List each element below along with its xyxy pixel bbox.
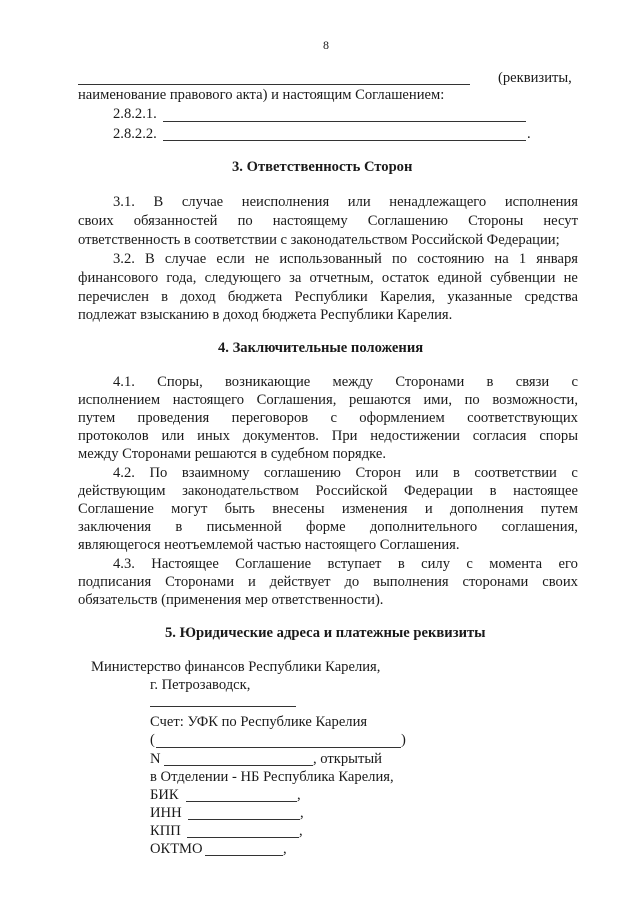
word: действует — [269, 574, 331, 590]
word: года, — [166, 270, 197, 286]
word: заключения — [78, 519, 152, 535]
word: следующего — [204, 270, 281, 286]
word: Федерации — [404, 483, 473, 499]
word: января — [536, 251, 578, 267]
word: Сторонами — [165, 574, 235, 590]
word: быть — [224, 501, 255, 517]
blank-line — [163, 121, 526, 122]
text-line — [113, 465, 578, 482]
word: выполнения — [373, 574, 449, 590]
word: за — [289, 270, 302, 286]
word: или — [415, 465, 439, 481]
text-line — [78, 501, 578, 518]
word: иных — [197, 428, 230, 444]
word: в — [486, 374, 494, 390]
blank-line — [205, 855, 283, 856]
word: обязанностей — [133, 213, 218, 229]
inn-label: ИНН — [150, 805, 182, 821]
word: доход — [180, 289, 216, 305]
word: средства — [524, 289, 578, 305]
word: Соглашению — [367, 213, 449, 229]
word: При — [331, 428, 358, 444]
word: 4.1. — [113, 374, 135, 390]
word: состоянию — [417, 251, 485, 267]
blank-line — [78, 84, 470, 85]
text-line — [113, 251, 578, 268]
word: Республики — [294, 289, 368, 305]
word: момента — [489, 556, 543, 572]
blank-line — [164, 765, 313, 766]
clause-2-8-2-1: 2.8.2.1. — [113, 106, 157, 122]
word: письменной — [206, 519, 282, 535]
text-line: являющегося неотъемлемой частью настоящего Соглашения. — [78, 537, 460, 553]
word: путем — [78, 410, 116, 426]
word: 1 — [518, 251, 527, 267]
comma: , — [300, 805, 304, 821]
comma: , — [299, 823, 303, 839]
word: недостижении — [370, 428, 460, 444]
word: могут — [171, 501, 208, 517]
text-line — [113, 374, 578, 391]
section-4-title: 4. Заключительные положения — [218, 340, 424, 356]
text-line — [78, 392, 578, 409]
blank-line — [156, 747, 401, 748]
word: финансового — [78, 270, 159, 286]
word: и — [247, 574, 256, 590]
word: своих — [542, 574, 578, 590]
word: изменения — [341, 501, 408, 517]
account-text: Счет: УФК по Республике Карелия — [150, 714, 368, 730]
word: остаток — [381, 270, 430, 286]
word: отчетным, — [309, 270, 374, 286]
word: 4.2. — [113, 465, 135, 481]
word: своих — [78, 213, 114, 229]
word: Стороны — [468, 213, 524, 229]
word: случае — [164, 251, 207, 267]
word: проведения — [137, 410, 210, 426]
word: настоящему — [272, 213, 348, 229]
word: силу — [421, 556, 451, 572]
text-line — [78, 213, 578, 230]
word: оформлением — [359, 410, 445, 426]
word: споры — [539, 428, 578, 444]
word: соответствии — [474, 465, 557, 481]
paren-close: ) — [401, 732, 406, 748]
word: соглашения, — [501, 519, 578, 535]
word: действующим — [78, 483, 166, 499]
page-number: 8 — [323, 38, 329, 52]
word: переговоров — [231, 410, 309, 426]
text-line: между Сторонами решаются в судебном порядке. — [78, 446, 386, 462]
word: ими, — [423, 392, 453, 408]
section-3-title: 3. Ответственность Сторон — [232, 159, 413, 175]
kpp-label: КПП — [150, 823, 181, 839]
word: путем — [540, 501, 578, 517]
word: внесены — [272, 501, 325, 517]
section-5-title: 5. Юридические адреса и платежные реквизиты — [165, 625, 486, 641]
word: настоящего — [172, 392, 245, 408]
text-line — [113, 556, 578, 573]
text-line: подлежат взысканию в доход бюджета Республики Карелия. — [78, 307, 453, 323]
word: сторонами — [462, 574, 529, 590]
word: с — [571, 465, 578, 481]
word: В — [153, 194, 164, 210]
word: документов. — [242, 428, 319, 444]
text-line — [78, 519, 578, 536]
ministry-name: Министерство финансов Республики Карелия, — [91, 659, 381, 675]
text-line: ответственность в соответствии с законодательством Российской Федерации; — [78, 232, 560, 248]
word: настоящее — [513, 483, 578, 499]
text-line — [78, 574, 578, 591]
word: взаимному — [181, 465, 250, 481]
word: вступает — [327, 556, 382, 572]
word: дополнения — [449, 501, 524, 517]
word: единой — [437, 270, 482, 286]
word: по — [464, 392, 480, 408]
blank-line — [188, 819, 300, 820]
opened-text: , открытый — [313, 751, 382, 767]
word: в — [175, 519, 183, 535]
word: Споры, — [157, 374, 203, 390]
word: исполнения — [504, 194, 578, 210]
blank-line — [186, 801, 297, 802]
word: По — [149, 465, 168, 481]
oktmo-label: ОКТМО — [150, 841, 203, 857]
word: субвенции — [490, 270, 556, 286]
word: по — [237, 213, 253, 229]
word: в — [397, 556, 405, 572]
word: указанные — [447, 289, 513, 305]
text-line — [78, 270, 578, 287]
word: Сторонами — [395, 374, 465, 390]
comma: , — [297, 787, 301, 803]
word: в — [489, 483, 497, 499]
word: связи — [515, 374, 550, 390]
word: законодательством — [182, 483, 299, 499]
text-line — [113, 194, 578, 211]
word: протоколов — [78, 428, 149, 444]
legal-act-text: наименование правового акта) и настоящим Соглашением: — [78, 87, 445, 103]
n-label: N — [150, 751, 161, 767]
word: или — [347, 194, 371, 210]
word: бюджета — [227, 289, 283, 305]
word: ненадлежащего — [389, 194, 487, 210]
word: с — [330, 410, 337, 426]
clause-2-8-2-2-end: . — [527, 126, 531, 142]
word: с — [571, 374, 578, 390]
word: дополнительного — [369, 519, 478, 535]
word: Соглашение — [78, 501, 154, 517]
word: решаются — [348, 392, 411, 408]
word: по — [391, 251, 408, 267]
word: Сторон — [355, 465, 401, 481]
word: его — [558, 556, 578, 572]
word: Настоящее — [151, 556, 219, 572]
word: форме — [306, 519, 346, 535]
bank-text: в Отделении - НБ Республика Карелия, — [150, 769, 394, 785]
word: Карелия, — [379, 289, 436, 305]
blank-line — [163, 140, 526, 141]
word: Российской — [315, 483, 388, 499]
word: подписания — [78, 574, 152, 590]
word: возможности, — [492, 392, 578, 408]
word: до — [344, 574, 360, 590]
word: несут — [543, 213, 578, 229]
clause-2-8-2-2: 2.8.2.2. — [113, 126, 157, 142]
city-name: г. Петрозаводск, — [150, 677, 251, 693]
word: случае — [181, 194, 224, 210]
word: исполнением — [78, 392, 161, 408]
word: с — [466, 556, 473, 572]
word: на — [494, 251, 509, 267]
text-line — [78, 483, 578, 500]
blank-line — [187, 837, 299, 838]
word: 3.2. — [113, 251, 135, 267]
word: и — [424, 501, 433, 517]
word: не — [563, 270, 578, 286]
text-line — [78, 289, 578, 306]
word: перечислен — [78, 289, 149, 305]
word: неисполнения — [241, 194, 330, 210]
text-line: обязательств (применения мер ответственности). — [78, 592, 384, 608]
word: 4.3. — [113, 556, 135, 572]
blank-line — [150, 706, 296, 707]
word: согласия — [472, 428, 527, 444]
word: в — [161, 289, 169, 305]
word: между — [332, 374, 374, 390]
bik-label: БИК — [150, 787, 179, 803]
word: соответствующих — [467, 410, 578, 426]
comma: , — [283, 841, 287, 857]
word: Соглашение — [235, 556, 312, 572]
word: возникающие — [225, 374, 311, 390]
word: В — [145, 251, 155, 267]
text-line — [78, 410, 578, 427]
word: Соглашения, — [256, 392, 337, 408]
word: в — [452, 465, 460, 481]
rekvizity-text: (реквизиты, — [498, 70, 572, 86]
word: использованный — [279, 251, 382, 267]
word: если — [216, 251, 245, 267]
word: не — [254, 251, 270, 267]
text-line — [78, 428, 578, 445]
word: или — [161, 428, 185, 444]
word: 3.1. — [113, 194, 135, 210]
word: соглашению — [263, 465, 341, 481]
paren-open: ( — [150, 732, 155, 748]
